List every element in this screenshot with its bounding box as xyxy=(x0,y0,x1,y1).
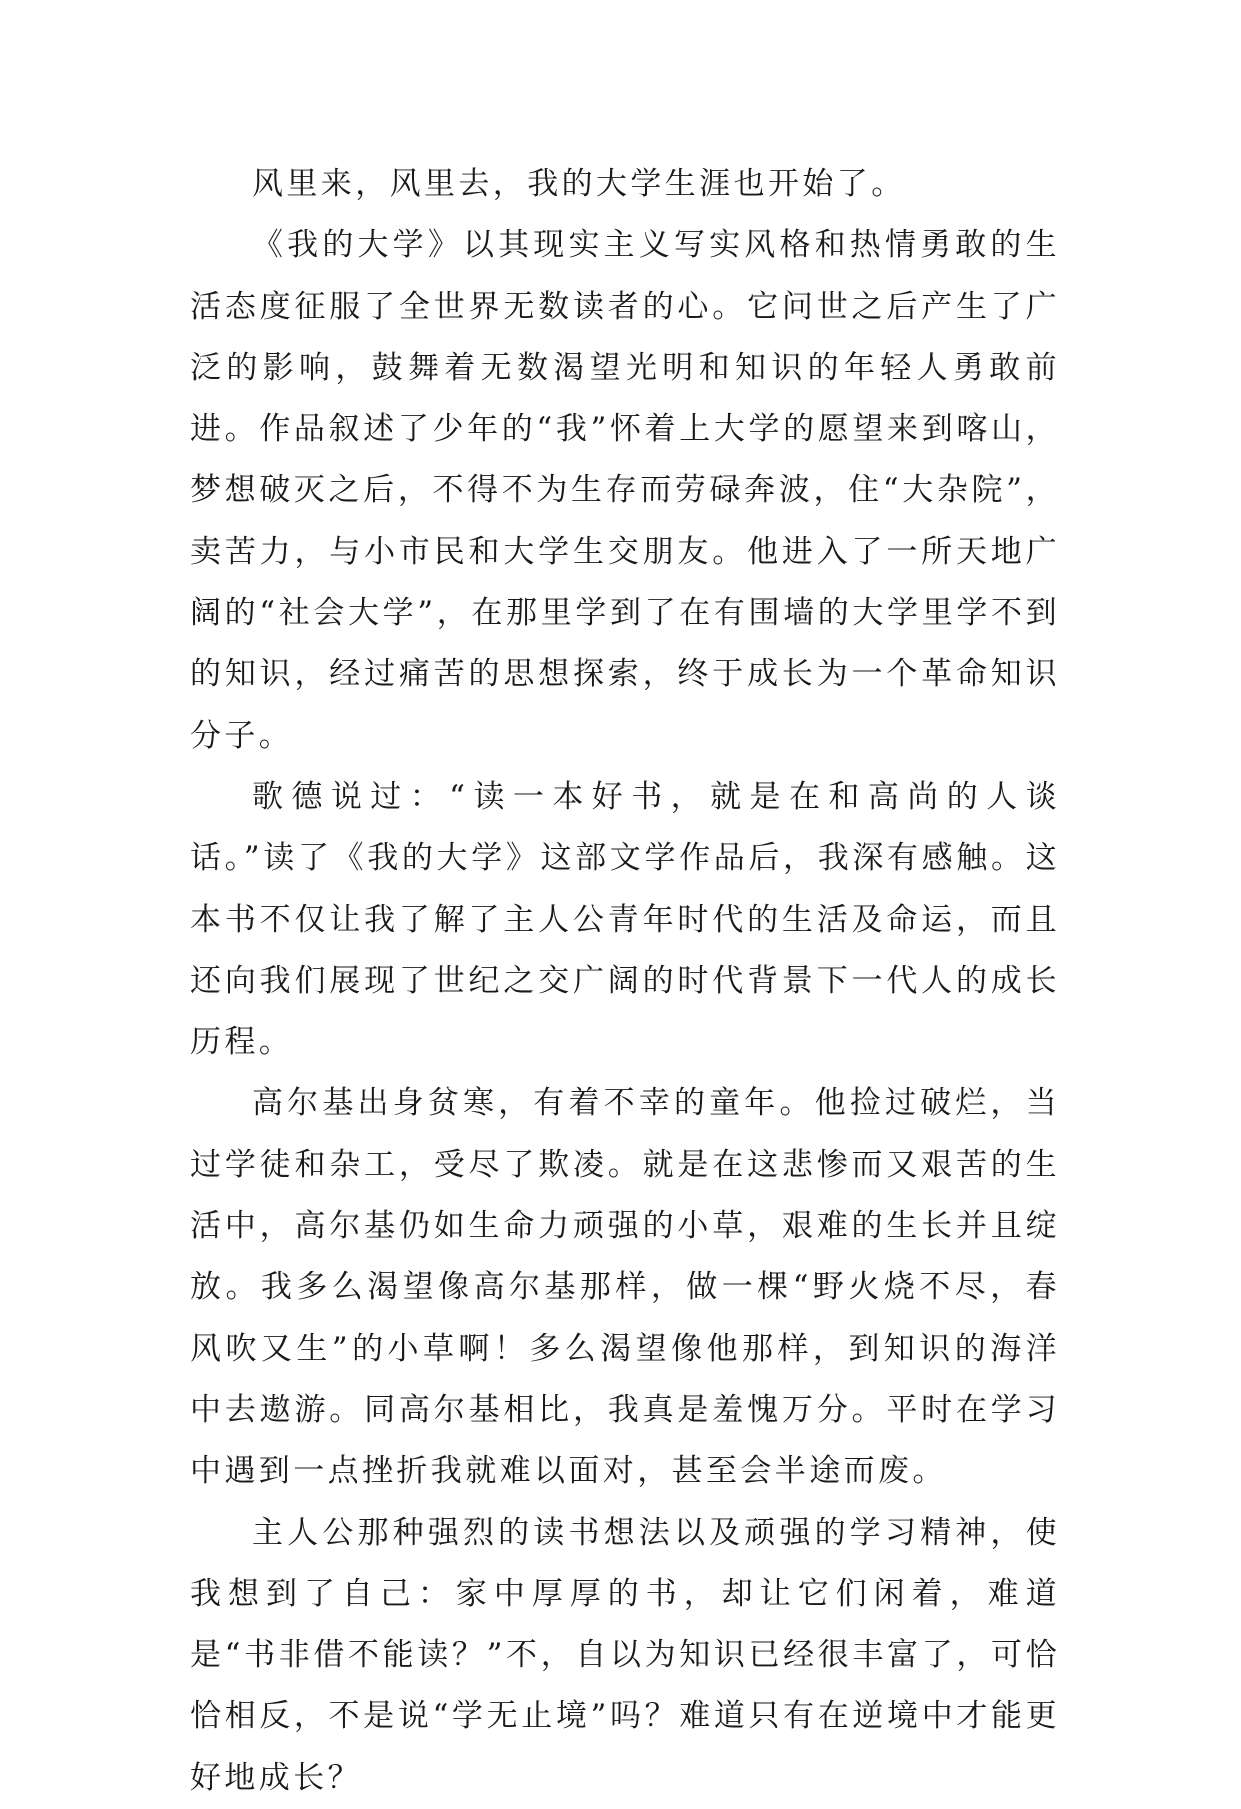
body-text xyxy=(190,154,1060,1809)
paragraph-3: 歌德说过：“读一本好书，就是在和高尚的人谈话。”读了《我的大学》这部文学作品后，我深有感触。这本书不仅让我了解了主人公青年时代的生活及命运，而且还向我们展现了世纪之交广阔的时代背景下一代人的成长历程。 xyxy=(190,778,1060,1061)
paragraph-2: 《我的大学》以其现实主义写实风格和热情勇敢的生活态度征服了全世界无数读者的心。它问世之后产生了广泛的影响，鼓舞着无数渴望光明和知识的年轻人勇敢前进。作品叙述了少年的“我”怀着上大学的愿望来到喀山，梦想破灭之后，不得不为生存而劳碌奔波，住“大杂院”，卖苦力，与小市民和大学生交朋友。他进入了一所天地广阔的“社会大学”，在那里学到了在有围墙的大学里学不到的知识，经过痛苦的思想探索，终于成长为一个革命知识分子。 xyxy=(190,227,1060,754)
paragraph-4: 高尔基出身贫寒，有着不幸的童年。他捡过破烂，当过学徒和杂工，受尽了欺凌。就是在这悲惨而又艰苦的生活中，高尔基仍如生命力顽强的小草，艰难的生长并且绽放。我多么渴望像高尔基那样，做一棵“野火烧不尽，春风吹又生”的小草啊！多么渴望像他那样，到知识的海洋中去遨游。同高尔基相比，我真是羞愧万分。平时在学习中遇到一点挫折我就难以面对，甚至会半途而废。 xyxy=(190,1085,1060,1490)
paragraph-5: 主人公那种强烈的读书想法以及顽强的学习精神，使我想到了自己：家中厚厚的书，却让它们闲着，难道是“书非借不能读？”不，自以为知识已经很丰富了，可恰恰相反，不是说“学无止境”吗？难道只有在逆境中才能更好地成长？ xyxy=(190,1514,1060,1796)
paragraph-1: 风里来，风里去，我的大学生涯也开始了。 xyxy=(252,166,906,202)
